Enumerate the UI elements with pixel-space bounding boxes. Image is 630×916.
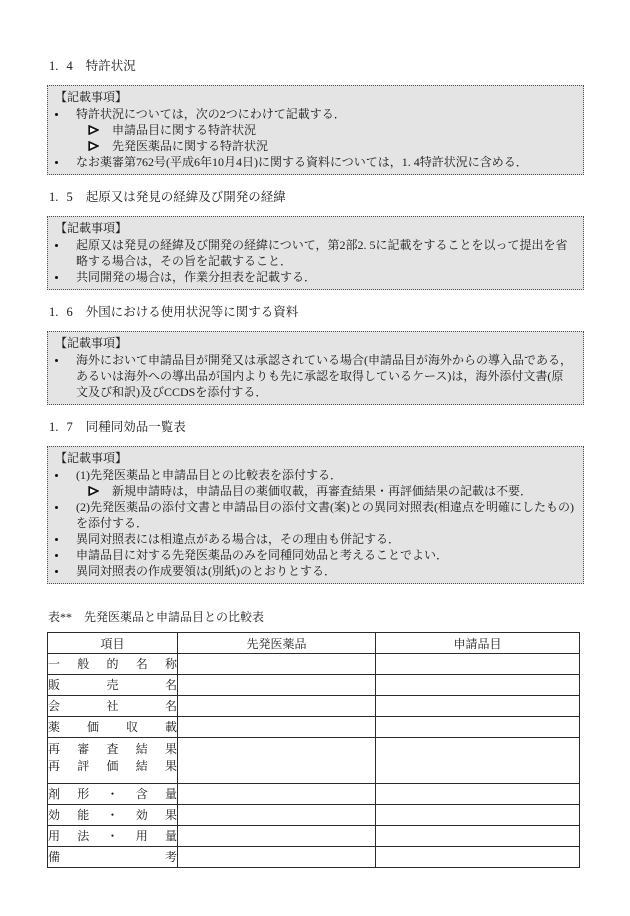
note-box-label: 【記載事項】: [55, 221, 128, 235]
row-label-cell: [48, 675, 178, 696]
note-item: [55, 499, 575, 531]
row-label: 販 売 名: [48, 677, 177, 692]
bullet-icon: [55, 237, 76, 247]
table-cell-empty: [376, 654, 580, 675]
row-label-cell: [48, 784, 178, 805]
table-cell-empty: [178, 805, 376, 826]
table-row: [48, 847, 580, 868]
table-cell-empty: [376, 675, 580, 696]
note-item-text: 申請品目に対する先発医薬品のみを同種同効品と考えることでよい．: [76, 548, 449, 562]
note-box-label: 【記載事項】: [55, 90, 128, 104]
note-item: [55, 483, 575, 499]
section-heading: [49, 189, 584, 205]
section-number: 1. 5: [49, 190, 73, 204]
note-item-text: 先発医薬品に関する特許状況: [112, 139, 269, 153]
table-cell-empty: [178, 847, 376, 868]
bullet-icon: [55, 154, 76, 164]
row-label: 再 評 価 結 果: [48, 759, 177, 773]
note-item: [55, 531, 575, 547]
note-item: [55, 237, 575, 269]
table-cell-empty: [178, 717, 376, 738]
note-box-label: 【記載事項】: [55, 336, 128, 350]
row-label: 再 審 査 結 果: [48, 742, 177, 756]
note-item: [55, 563, 575, 579]
table-cell-empty: [376, 847, 580, 868]
table-cell-empty: [376, 826, 580, 847]
note-box: [47, 216, 584, 290]
note-item: [55, 154, 575, 170]
section: [47, 189, 584, 290]
row-label: 一 般 的 名 称: [48, 656, 177, 671]
arrowhead-icon: [88, 138, 112, 151]
note-item: [55, 122, 575, 138]
bullet-icon: [55, 531, 76, 541]
note-item: [55, 106, 575, 122]
table-cell-empty: [178, 675, 376, 696]
row-label: 剤 形 ・ 含 量: [48, 786, 177, 801]
note-box: [47, 331, 584, 405]
column-header-application-item: 申請品目: [376, 633, 580, 654]
bullet-icon: [55, 106, 76, 116]
table-cell-empty: [178, 784, 376, 805]
note-item: [55, 352, 575, 400]
table-row: [48, 784, 580, 805]
row-label-cell: [48, 805, 178, 826]
table-cell-empty: [376, 784, 580, 805]
row-label: 会 社 名: [48, 698, 177, 713]
section-title: 起原又は発見の経緯及び開発の経緯: [85, 190, 286, 204]
section: [47, 58, 584, 175]
note-item-text: 海外において申請品目が開発又は承認されている場合(申請品目が海外からの導入品である，あるいは海外への導出品が国内よりも先に承認を取得しているケース)は，海外添付文書(原文及び和訳)及びCCDSを添付する．: [76, 353, 572, 399]
table-row: [48, 717, 580, 738]
row-label: 用 法 ・ 用 量: [48, 828, 177, 843]
note-item-text: 異同対照表には相違点がある場合は，その理由も併記する．: [76, 532, 401, 546]
section-heading: [49, 419, 584, 435]
table-row: [48, 654, 580, 675]
section-heading: [49, 304, 584, 320]
section-title: 特許状況: [85, 59, 136, 73]
table-cell-empty: [178, 826, 376, 847]
arrowhead-icon: [88, 483, 112, 496]
table-row: [48, 675, 580, 696]
row-label-cell: [48, 696, 178, 717]
table-cell-empty: [178, 654, 376, 675]
note-item-text: 共同開発の場合は，作業分担表を記載する．: [76, 270, 317, 284]
note-item-text: 新規申請時は，申請品目の薬価収載，再審査結果・再評価結果の記載は不要．: [112, 484, 533, 498]
table-row: [48, 805, 580, 826]
table-cell-empty: [376, 805, 580, 826]
row-label-cell: [48, 826, 178, 847]
bullet-icon: [55, 547, 76, 557]
note-items: [55, 467, 575, 579]
comparison-table-block: [47, 608, 584, 868]
row-label: 備 考: [48, 849, 177, 864]
row-label-cell: [48, 847, 178, 868]
section-number: 1. 4: [49, 59, 73, 73]
table-header-row: [48, 633, 580, 654]
table-row: [48, 826, 580, 847]
note-item-text: 起原又は発見の経緯及び開発の経緯について，第2部2. 5に記載をすることを以って提出を省略する場合は，その旨を記載すること．: [76, 238, 568, 268]
table-cell-empty: [376, 717, 580, 738]
section-heading: [49, 58, 584, 74]
note-item-text: (2)先発医薬品の添付文書と申請品目の添付文書(案)との異同対照表(相違点を明確にしたもの)を添付する．: [76, 500, 574, 530]
comparison-table: [47, 632, 580, 868]
bullet-icon: [55, 563, 76, 573]
note-item-text: 異同対照表の作成要領は(別紙)のとおりとする．: [76, 564, 336, 578]
note-item: [55, 467, 575, 483]
note-items: [55, 106, 575, 170]
table-cell-empty: [178, 696, 376, 717]
note-items: [55, 237, 575, 285]
table-row: [48, 738, 580, 784]
section-number: 1. 6: [49, 305, 73, 319]
section-title: 同種同効品一覧表: [85, 420, 186, 434]
section-number: 1. 7: [49, 420, 73, 434]
row-label-cell: [48, 738, 178, 784]
arrowhead-icon: [88, 122, 112, 135]
bullet-icon: [55, 467, 76, 477]
row-label: 効 能 ・ 効 果: [48, 807, 177, 822]
table-cell-empty: [376, 738, 580, 784]
note-item-text: 特許状況については，次の2つにわけて記載する．: [76, 107, 346, 121]
column-header-original-drug: 先発医薬品: [178, 633, 376, 654]
note-box: [47, 85, 584, 175]
row-label-cell: [48, 654, 178, 675]
table-cell-empty: [376, 696, 580, 717]
section-title: 外国における使用状況等に関する資料: [85, 305, 299, 319]
note-box-label: 【記載事項】: [55, 451, 128, 465]
bullet-icon: [55, 269, 76, 279]
row-label: 薬 価 収 載: [48, 719, 177, 734]
note-item: [55, 269, 575, 285]
note-item-text: 申請品目に関する特許状況: [112, 123, 257, 137]
column-header-item: 項目: [48, 633, 178, 654]
sections-container: [47, 58, 584, 584]
table-caption: 表** 先発医薬品と申請品目との比較表: [48, 610, 265, 624]
note-item-text: なお薬審第762号(平成6年10月4日)に関する資料については，1. 4特許状況に含める．: [76, 155, 528, 169]
note-items: [55, 352, 575, 400]
note-item-text: (1)先発医薬品と申請品目との比較表を添付する．: [76, 468, 342, 482]
table-cell-empty: [178, 738, 376, 784]
section: [47, 304, 584, 405]
note-box: [47, 446, 584, 584]
note-item: [55, 138, 575, 154]
section: [47, 419, 584, 584]
bullet-icon: [55, 499, 76, 509]
table-row: [48, 696, 580, 717]
row-label-cell: [48, 717, 178, 738]
note-item: [55, 547, 575, 563]
bullet-icon: [55, 352, 76, 362]
